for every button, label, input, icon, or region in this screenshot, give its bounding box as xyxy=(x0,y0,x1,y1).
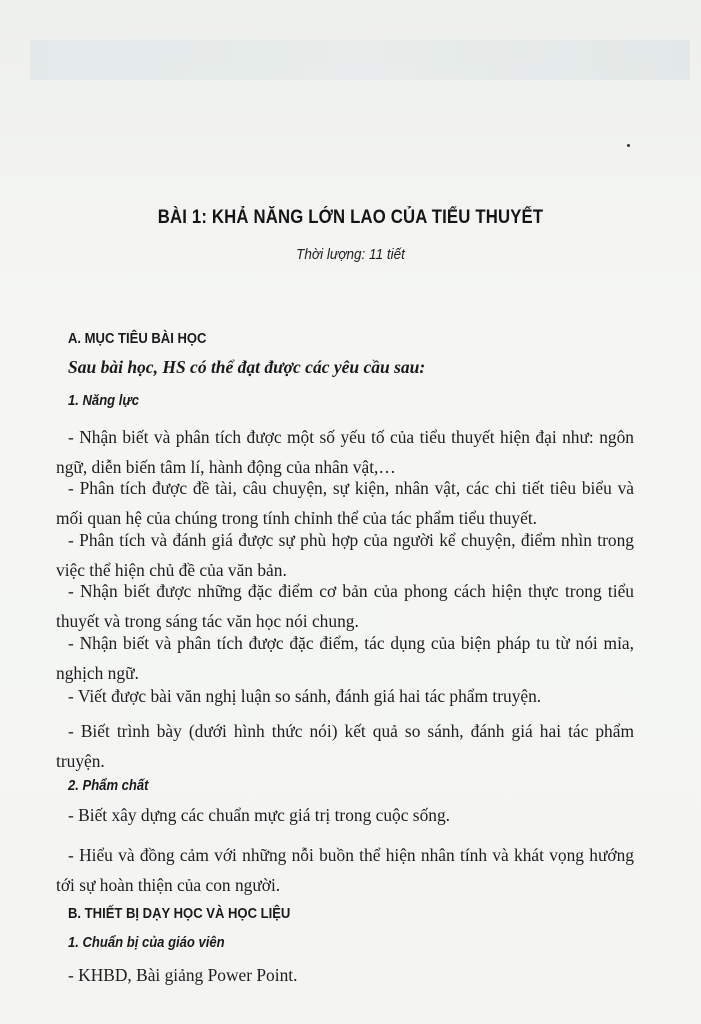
teacher-prep-heading: 1. Chuẩn bị của giáo viên xyxy=(68,935,225,951)
competence-item: - Phân tích và đánh giá được sự phù hợp của người kể chuyện, điểm nhìn trong việc thể hiện chủ đề của văn bản. xyxy=(56,530,634,580)
competence-item: - Phân tích được đề tài, câu chuyện, sự kiện, nhân vật, các chi tiết tiêu biểu và mối quan hệ của chúng trong tính chỉnh thể của tác phẩm tiểu thuyết. xyxy=(56,478,634,528)
lesson-duration: Thời lượng: 11 tiết xyxy=(296,246,405,263)
competence-item: - Nhận biết và phân tích được đặc điểm, tác dụng của biện pháp tu từ nói mỉa, nghịch ngữ. xyxy=(56,633,634,683)
quality-heading: 2. Phẩm chất xyxy=(68,778,149,794)
header-band xyxy=(30,40,690,80)
competence-item: - Nhận biết được những đặc điểm cơ bản của phong cách hiện thực trong tiểu thuyết và trong sáng tác văn học nói chung. xyxy=(56,581,634,631)
quality-item: - Hiểu và đồng cảm với những nỗi buồn thể hiện nhân tính và khát vọng hướng tới sự hoàn thiện của con người. xyxy=(56,845,634,895)
competence-item: - Nhận biết và phân tích được một số yếu tố của tiểu thuyết hiện đại như: ngôn ngữ, diễn biến tâm lí, hành động của nhân vật,… xyxy=(56,427,634,477)
section-a-lead: Sau bài học, HS có thể đạt được các yêu cầu sau: xyxy=(68,357,426,377)
lesson-title: BÀI 1: KHẢ NĂNG LỚN LAO CỦA TIỂU THUYẾT xyxy=(157,207,544,228)
teacher-prep-item: - KHBD, Bài giảng Power Point. xyxy=(68,965,298,985)
competence-heading: 1. Năng lực xyxy=(68,393,139,409)
section-b-heading: B. THIẾT BỊ DẠY HỌC VÀ HỌC LIỆU xyxy=(68,906,291,922)
section-a-heading: A. MỤC TIÊU BÀI HỌC xyxy=(68,331,207,347)
competence-item: - Biết trình bày (dưới hình thức nói) kết quả so sánh, đánh giá hai tác phẩm truyện. xyxy=(56,721,634,771)
quality-item: - Biết xây dựng các chuẩn mực giá trị trong cuộc sống. xyxy=(68,805,451,825)
competence-item: - Viết được bài văn nghị luận so sánh, đánh giá hai tác phẩm truyện. xyxy=(68,686,542,706)
page-speck xyxy=(627,144,630,147)
